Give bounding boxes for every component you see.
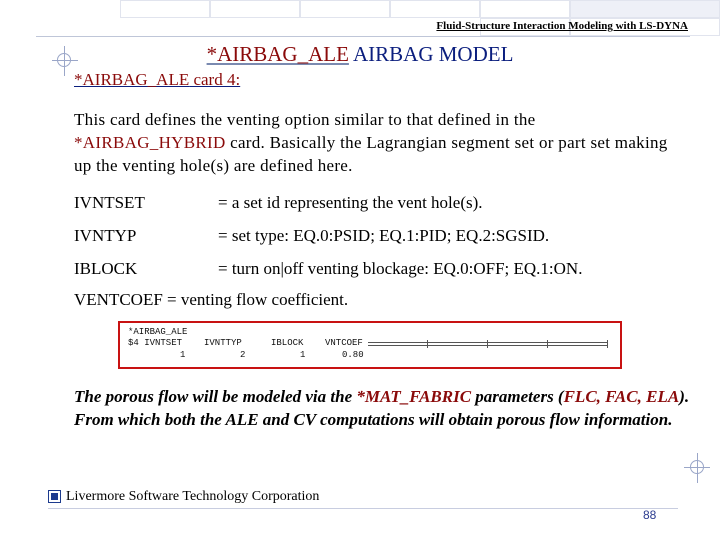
card-value-ivnttyp: 2	[240, 350, 246, 360]
card-comment-label: $4 IVNTSET	[128, 338, 183, 348]
footer-company: Livermore Software Technology Corporation	[66, 489, 320, 504]
course-title: Fluid-Structure Interaction Modeling with LS-DYNA	[436, 20, 688, 32]
card-value-iblock: 1	[300, 350, 306, 360]
header-divider	[36, 36, 690, 37]
card-value-ivntset: 1	[180, 350, 186, 360]
card-field-rule	[368, 342, 608, 346]
definition-desc: = turn on|off venting blockage: EQ.0:OFF; EQ.1:ON.	[218, 259, 583, 278]
subheading-keyword: *AIRBAG_ALE	[74, 70, 190, 89]
intro-keyword: *AIRBAG_HYBRID	[74, 133, 226, 152]
card-field-separator	[547, 340, 548, 348]
definition-term: IVNTSET	[74, 193, 145, 212]
note-text-2: parameters (	[471, 387, 564, 406]
porous-flow-note	[74, 385, 694, 431]
card-keyword-line: *AIRBAG_ALE	[128, 327, 188, 337]
card-field-separator	[607, 340, 608, 348]
card-field-separator	[487, 340, 488, 348]
footer-divider	[48, 508, 678, 509]
decorative-grid	[120, 0, 720, 80]
card-header-ivnttyp: IVNTTYP	[204, 338, 242, 348]
definition-term: IBLOCK	[74, 259, 138, 278]
title-keyword: *AIRBAG_ALE	[206, 42, 349, 66]
lstc-logo-icon	[48, 490, 61, 503]
subheading-card: card 4:	[189, 70, 241, 89]
card-header-vntcoef: VNTCOEF	[325, 338, 363, 348]
intro-text-2: card. Basically the Lagrangian segment set or part set making up the venting hole(s) are defined here.	[74, 133, 668, 175]
note-text-1: The porous flow will be modeled via the	[74, 387, 357, 406]
intro-paragraph	[74, 108, 684, 177]
intro-text-1: This card defines the venting option similar to that defined in the	[74, 110, 536, 129]
card-subheading	[74, 70, 240, 90]
ventcoef-definition: VENTCOEF = venting flow coefficient.	[74, 290, 349, 309]
card-header-iblock: IBLOCK	[271, 338, 304, 348]
note-keyword: *MAT_FABRIC	[356, 387, 472, 406]
card-value-vntcoef: 0.80	[342, 350, 364, 360]
note-params: FLC, FAC, ELA	[563, 387, 680, 406]
slide-title	[0, 42, 720, 67]
title-rest: AIRBAG MODEL	[348, 42, 514, 66]
card-field-separator	[427, 340, 428, 348]
definition-desc: = a set id representing the vent hole(s).	[218, 193, 483, 212]
keyword-card-example	[118, 321, 622, 369]
definition-term: IVNTYP	[74, 226, 137, 245]
note-text-3: ). From which both the ALE and CV computations will obtain porous flow information.	[74, 387, 690, 429]
definition-desc: = set type: EQ.0:PSID; EQ.1:PID; EQ.2:SGSID.	[218, 226, 550, 245]
page-number: 88	[643, 508, 657, 522]
